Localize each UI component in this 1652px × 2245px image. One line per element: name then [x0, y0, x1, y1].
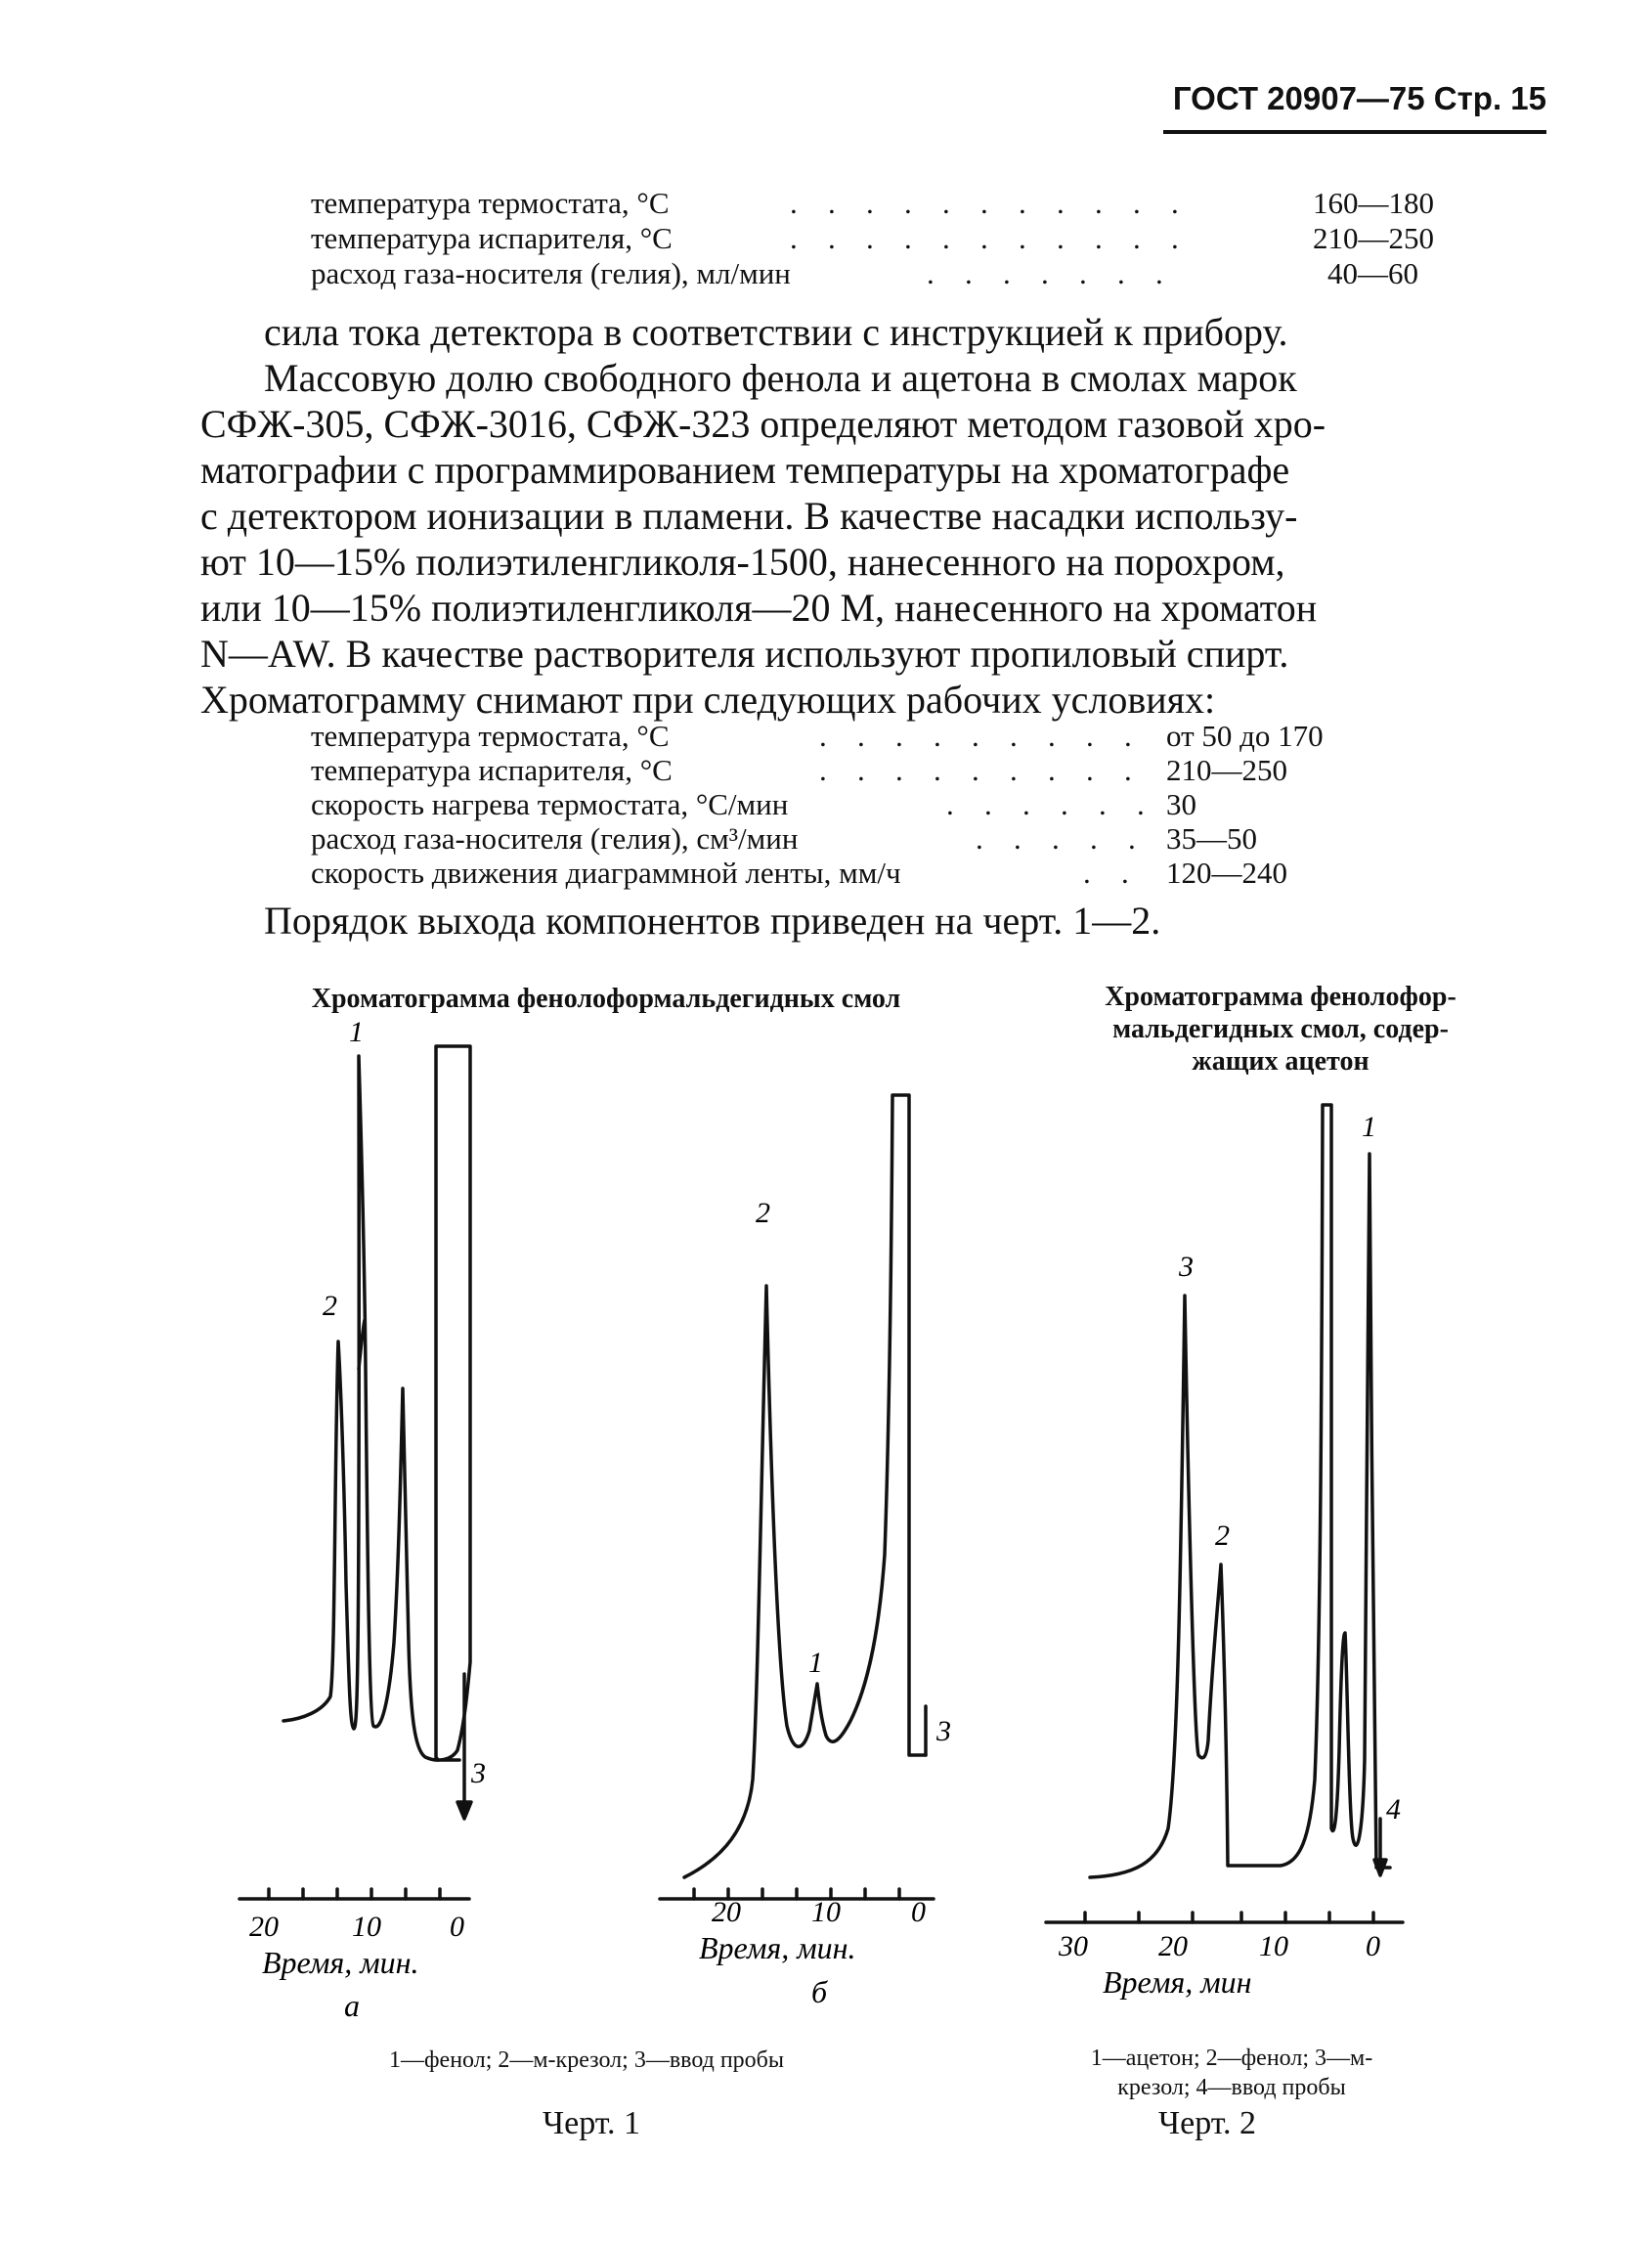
peak-label: 1 [349, 1016, 364, 1048]
leader-dots: . . . . . [976, 821, 1138, 856]
param-value: 120—240 [1166, 856, 1287, 890]
param-label: температура испарителя, °С [311, 753, 673, 787]
param-value: 40—60 [1327, 256, 1418, 290]
figure2-number: Черт. 2 [1158, 2105, 1257, 2141]
tick-label: 10 [1259, 1930, 1288, 1962]
caption-line: Хроматограмма фенолофор- [1105, 982, 1456, 1012]
tick-label: 0 [450, 1911, 464, 1943]
body-line: Хроматограмму снимают при следующих рабочих условиях: [200, 678, 1216, 722]
tick-label: 20 [712, 1896, 741, 1928]
leader-dots: . . [1083, 856, 1131, 890]
sub-label: а [344, 1988, 360, 2023]
peak-label: 1 [1362, 1111, 1376, 1143]
peak-label: 3 [471, 1757, 486, 1789]
body-line: Массовую долю свободного фенола и ацетона в смолах марок [264, 356, 1297, 400]
peak-label: 3 [1179, 1251, 1194, 1283]
body-line: ют 10—15% полиэтиленгликоля-1500, нанесенного на порохром, [200, 540, 1285, 584]
leader-dots: . . . . . . [946, 787, 1147, 821]
chromatogram-b-trace [660, 1095, 934, 1899]
param-label: температура термостата, °С [311, 719, 670, 753]
param-value: от 50 до 170 [1166, 719, 1324, 753]
param-label: скорость движения диаграммной ленты, мм/ч [311, 856, 901, 890]
sub-label: б [811, 1974, 828, 2009]
param-label: температура испарителя, °С [311, 221, 673, 255]
axis-label: Время, мин. [699, 1930, 856, 1965]
leader-dots: . . . . . . . . . [819, 719, 1134, 753]
peak-label: 2 [756, 1197, 770, 1229]
axis-label: Время, мин [1103, 1964, 1252, 2000]
leader-dots: . . . . . . . . . [819, 753, 1134, 787]
figure1-number: Черт. 1 [543, 2105, 641, 2141]
tick-label: 20 [249, 1911, 279, 1943]
param-label: температура термостата, °С [311, 186, 670, 220]
peak-label: 4 [1386, 1793, 1401, 1826]
leader-dots: . . . . . . . . . . . [790, 186, 1181, 220]
peak-label: 2 [1215, 1519, 1230, 1552]
param-value: 30 [1166, 787, 1196, 821]
page-header: ГОСТ 20907—75 Стр. 15 [1172, 80, 1546, 116]
param-value: 160—180 [1313, 186, 1434, 220]
peak-label: 3 [936, 1715, 951, 1747]
param-value: 210—250 [1166, 753, 1287, 787]
body-line: СФЖ-305, СФЖ-3016, СФЖ-323 определяют методом газовой хро- [200, 402, 1326, 446]
figure1-legend: 1—фенол; 2—м-крезол; 3—ввод пробы [388, 2047, 785, 2073]
axis-label: Время, мин. [262, 1945, 419, 1980]
peak-label: 2 [323, 1290, 337, 1322]
tick-label: 0 [1366, 1930, 1380, 1962]
tick-label: 30 [1059, 1930, 1088, 1962]
tick-label: 10 [352, 1911, 381, 1943]
caption-line: жащих ацетон [1192, 1046, 1369, 1077]
figure1-caption: Хроматограмма фенолоформальдегидных смол [311, 984, 901, 1014]
peak-label: 1 [808, 1647, 823, 1679]
param-label: расход газа-носителя (гелия), см³/мин [311, 821, 799, 856]
chromatogram-2-trace [1046, 1105, 1403, 1922]
param-value: 35—50 [1166, 821, 1257, 856]
order-note: Порядок выхода компонентов приведен на черт. 1—2. [264, 899, 1161, 943]
body-line: или 10—15% полиэтиленгликоля—20 М, нанесенного на хроматон [200, 586, 1318, 630]
injection-arrow-icon [1374, 1860, 1386, 1875]
caption-line: мальдегидных смол, содер- [1112, 1014, 1449, 1044]
body-line: сила тока детектора в соответствии с инструкцией к прибору. [264, 310, 1288, 354]
chromatogram-a-trace [239, 1046, 471, 1899]
figure2-legend [1017, 2044, 1447, 2102]
legend-line: 1—ацетон; 2—фенол; 3—м- [1090, 2046, 1373, 2071]
leader-dots: . . . . . . . [927, 256, 1165, 290]
body-line: с детектором ионизации в пламени. В качестве насадки использу- [200, 494, 1298, 538]
body-line: N—AW. В качестве растворителя используют пропиловый спирт. [200, 632, 1289, 676]
leader-dots: . . . . . . . . . . . [790, 221, 1181, 255]
param-value: 210—250 [1313, 221, 1434, 255]
injection-arrow-icon [457, 1802, 471, 1819]
tick-label: 10 [811, 1896, 841, 1928]
tick-label: 20 [1158, 1930, 1188, 1962]
body-line: матографии с программированием температуры на хроматографе [200, 448, 1290, 492]
param-label: расход газа-носителя (гелия), мл/мин [311, 256, 791, 290]
legend-line: крезол; 4—ввод пробы [1117, 2075, 1346, 2100]
tick-label: 0 [911, 1896, 926, 1928]
param-label: скорость нагрева термостата, °С/мин [311, 787, 789, 821]
